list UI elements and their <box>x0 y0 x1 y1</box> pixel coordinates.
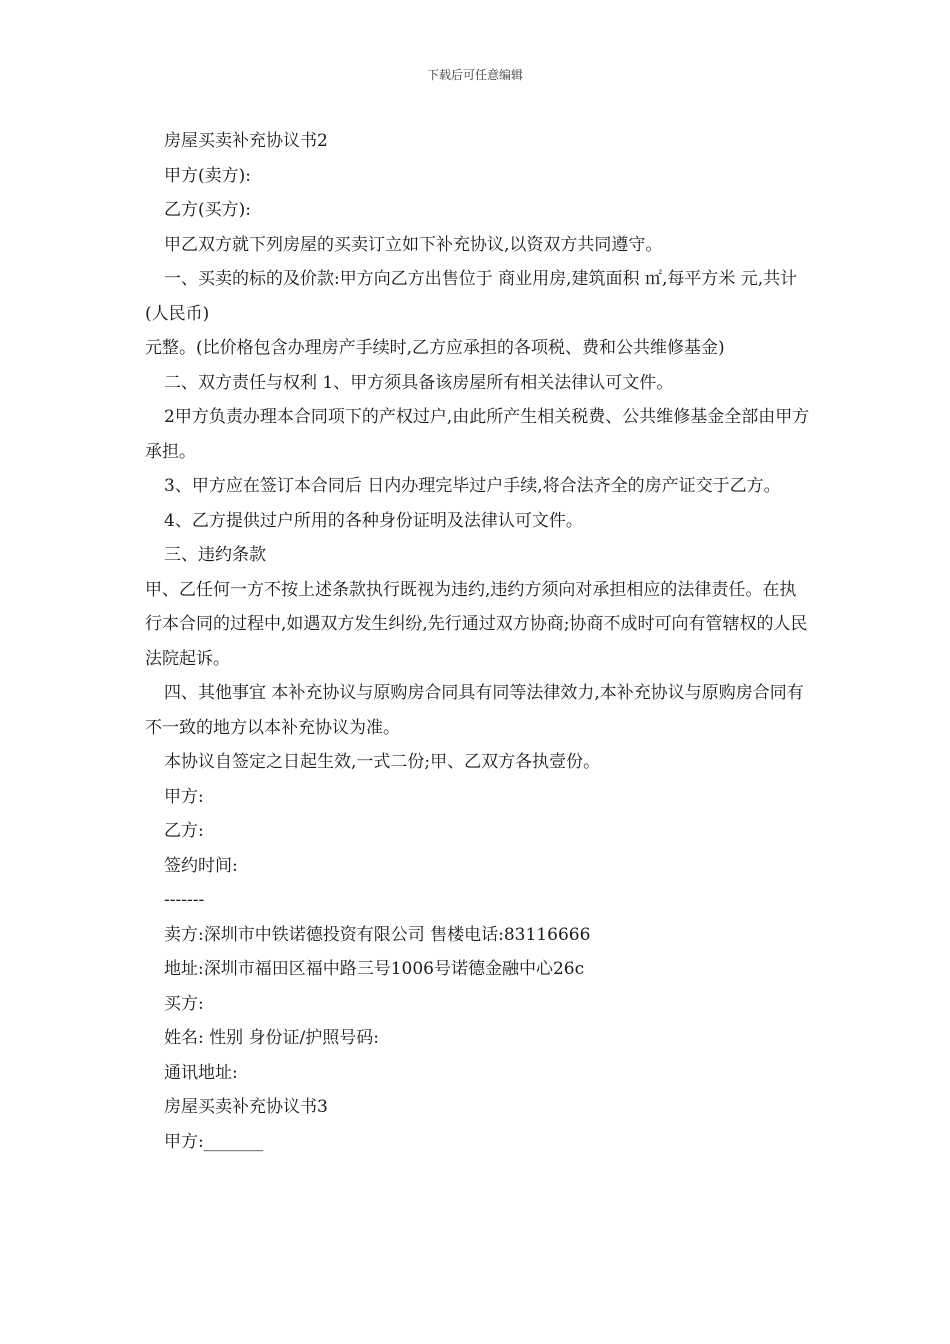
paragraph: 2甲方负责办理本合同项下的产权过户,由此所产生相关税费、公共维修基金全部由甲方承担。 <box>145 407 810 462</box>
paragraph: 二、双方责任与权利 1、甲方须具备该房屋所有相关法律认可文件。 <box>164 372 674 393</box>
paragraph: 乙方(买方): <box>164 200 251 220</box>
paragraph: 买方: <box>164 993 204 1014</box>
paragraph: 三、违约条款 <box>164 545 266 565</box>
paragraph: 通讯地址: <box>164 1062 238 1083</box>
paragraph: 签约时间: <box>164 855 238 876</box>
paragraph: 乙方: <box>164 821 204 841</box>
paragraph: 4、乙方提供过户所用的各种身份证明及法律认可文件。 <box>164 510 583 531</box>
paragraph: 甲、乙任何一方不按上述条款执行既视为违约,违约方须向对承担相应的法律责任。在执行本合同的过程中,如遇双方发生纠纷,先行通过双方协商;协商不成时可向有管辖权的人民法院起诉。 <box>145 579 808 669</box>
page-header: 下载后可任意编辑 <box>426 68 523 82</box>
paragraph: 元整。(比价格包含办理房产手续时,乙方应承担的各项税、费和公共维修基金) <box>145 338 725 358</box>
paragraph: 一、买卖的标的及价款:甲方向乙方出售位于 商业用房,建筑面积 ㎡,每平方米 元,共计 (人民币) <box>145 269 803 324</box>
paragraph: ------- <box>164 890 205 910</box>
paragraph: 四、其他事宜 本补充协议与原购房合同具有同等法律效力,本补充协议与原购房合同有不一致的地方以本补充协议为准。 <box>145 683 804 738</box>
paragraph: 本协议自签定之日起生效,一式二份;甲、乙双方各执壹份。 <box>164 752 601 772</box>
paragraph: 地址:深圳市福田区福中路三号1006号诺德金融中心26c <box>164 959 585 979</box>
paragraph: 甲方:_______ <box>164 1131 264 1152</box>
paragraph: 甲方(卖方): <box>164 165 251 186</box>
paragraph: 甲乙双方就下列房屋的买卖订立如下补充协议,以资双方共同遵守。 <box>164 234 663 255</box>
paragraph: 房屋买卖补充协议书3 <box>164 1097 328 1117</box>
paragraph: 3、甲方应在签订本合同后 日内办理完毕过户手续,将合法齐全的房产证交于乙方。 <box>164 476 781 496</box>
paragraph: 姓名: 性别 身份证/护照号码: <box>164 1028 379 1048</box>
document-body <box>145 124 810 1159</box>
paragraph: 卖方:深圳市中铁诺德投资有限公司 售楼电话:83116666 <box>164 924 591 945</box>
paragraph: 房屋买卖补充协议书2 <box>164 131 328 151</box>
paragraph: 甲方: <box>164 786 204 807</box>
